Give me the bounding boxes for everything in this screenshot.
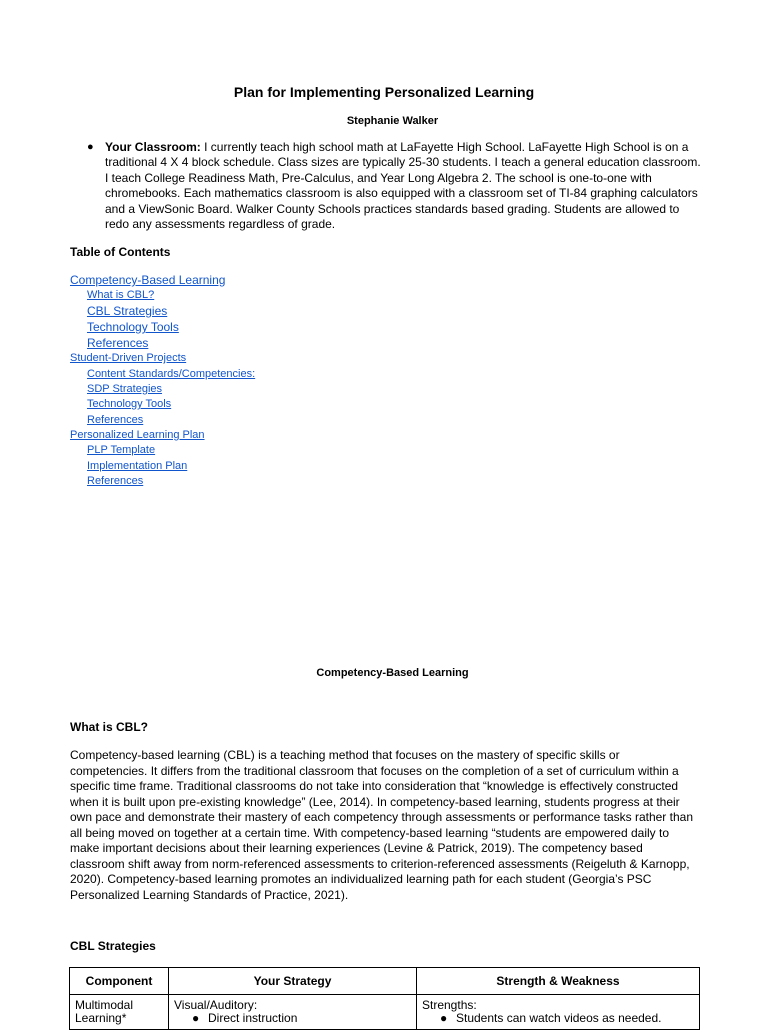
bullet-icon: ● <box>440 1011 448 1025</box>
header-strength-weakness: Strength & Weakness <box>417 968 700 995</box>
section-title: Competency-Based Learning <box>316 667 469 679</box>
bullet-icon: ● <box>192 1011 200 1025</box>
bullet-icon: ● <box>87 141 94 153</box>
table-row <box>70 995 700 1030</box>
toc-link-references-1[interactable]: References <box>87 336 149 350</box>
classroom-label: Your Classroom: <box>105 140 201 154</box>
what-is-cbl-paragraph: Competency-based learning (CBL) is a teaching method that focuses on the mastery of specific skills or competencies. It differs from the traditional classroom that focuses on the completion of a set of curriculum within a specific time frame. Traditional classrooms do not take into consideration that “knowledge is effectively constructed when it is built upon pre-existing knowledge” (Lee, 2014). In competency-based learning, students progress at their own pace and demonstrate their mastery of each competency through assessments or performance tasks rather than all being moved on together at a certain time. With competency-based learning “students are empowered daily to make important decisions about their learning experiences (Levine & Patrick, 2019). The competency based classroom shift away from norm-referenced assessments to criterion-referenced assessments (Reigeluth & Karnopp, 2020). Competency-based learning promotes an individualized learning path for each student (Georgia’s PSC Personalized Learning Standards of Practice, 2021). <box>70 748 693 902</box>
toc-link-sdp-strategies[interactable]: SDP Strategies <box>87 383 163 395</box>
header-component: Component <box>70 968 169 995</box>
what-is-cbl-heading: What is CBL? <box>70 720 148 734</box>
toc-link-implementation-plan[interactable]: Implementation Plan <box>87 460 188 472</box>
strength-list-item: ● Students can watch videos as needed. <box>440 1011 662 1025</box>
table-of-contents <box>70 272 255 489</box>
header-your-strategy: Your Strategy <box>169 968 417 995</box>
toc-link-references-2[interactable]: References <box>87 414 144 426</box>
cell-strategy <box>169 995 417 1030</box>
toc-heading: Table of Contents <box>70 245 171 259</box>
cbl-strategies-heading: CBL Strategies <box>70 939 156 953</box>
author-name: Stephanie Walker <box>346 115 439 127</box>
toc-link-personalized-learning-plan[interactable]: Personalized Learning Plan <box>70 429 205 441</box>
toc-link-student-driven-projects[interactable]: Student-Driven Projects <box>70 352 187 364</box>
classroom-description <box>105 140 705 232</box>
cell-component: Multimodal Learning* <box>70 995 169 1030</box>
strategy-list-item: ● Direct instruction <box>192 1011 298 1025</box>
document-title: Plan for Implementing Personalized Learning <box>233 84 535 100</box>
toc-link-cbl-strategies[interactable]: CBL Strategies <box>87 304 168 318</box>
toc-link-what-is-cbl[interactable]: What is CBL? <box>87 289 155 301</box>
cell-strength-weakness <box>417 995 700 1030</box>
strategy-label: Visual/Auditory: <box>174 998 258 1012</box>
toc-link-plp-template[interactable]: PLP Template <box>87 444 156 456</box>
toc-link-competency-based-learning[interactable]: Competency-Based Learning <box>70 273 226 287</box>
classroom-text: I currently teach high school math at LaFayette High School. LaFayette High School is on a traditional 4 X 4 block schedule. Class sizes are typically 25-30 students. I teach a general education classroom. I teach College Readiness Math, Pre-Calculus, and Year Long Algebra 2. The school is one-to-one with chromebooks. Each mathematics classroom is also equipped with a classroom set of TI-84 graphing calculators and a ViewSonic Board. Walker County Schools practices standards based grading. Students are allowed to redo any assessments regardless of grade. <box>105 140 701 232</box>
table-header-row <box>70 968 700 995</box>
toc-link-content-standards[interactable]: Content Standards/Competencies: <box>87 368 256 380</box>
toc-link-technology-tools-2[interactable]: Technology Tools <box>87 398 172 410</box>
cbl-strategies-table <box>69 967 700 1030</box>
toc-link-technology-tools-1[interactable]: Technology Tools <box>87 320 179 334</box>
strengths-label: Strengths: <box>422 998 477 1012</box>
toc-link-references-3[interactable]: References <box>87 475 144 487</box>
